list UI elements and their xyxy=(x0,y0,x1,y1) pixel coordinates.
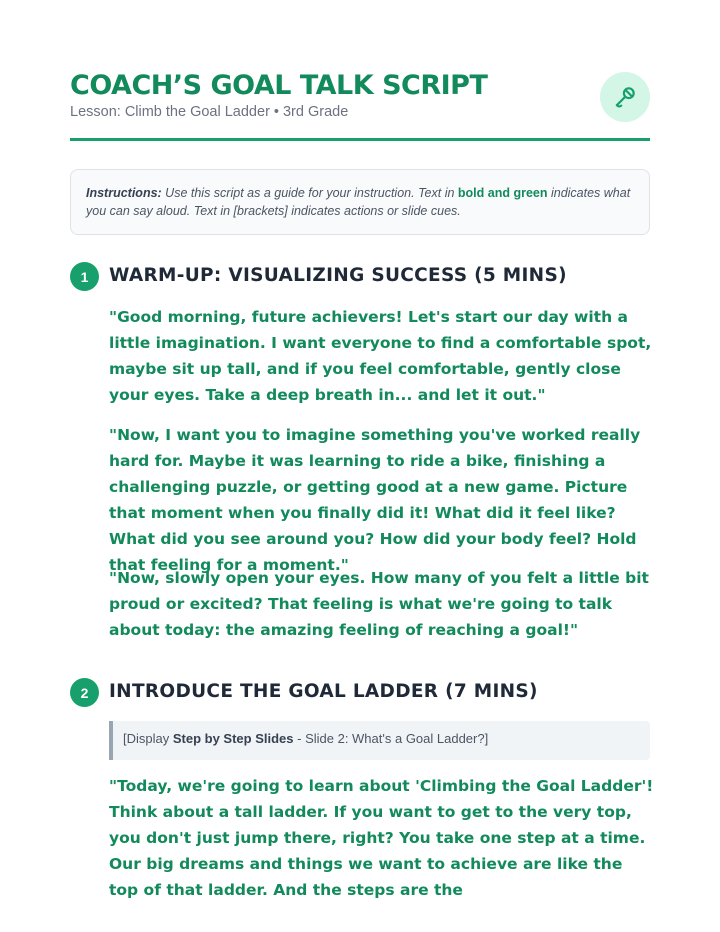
page-subtitle xyxy=(70,104,348,120)
page-header xyxy=(70,68,650,141)
slide-cue-deck-name: Step by Step Slides xyxy=(172,731,294,746)
section-1-number-badge: 1 xyxy=(70,262,99,291)
subtitle-separator: • xyxy=(273,104,279,120)
section-1-say-aloud-1: "Good morning, future achievers! Let's start our day with a little imagination. I want everyone to find a comfortable spot, maybe sit up tall, and if you feel comfortable, gently close your eyes. Take a deep breath in... and let it out." xyxy=(109,308,652,404)
instructions-box xyxy=(70,169,650,235)
instructions-text-part-2: indicates what you can say aloud. Text in [brackets] indicates actions or slide cues. xyxy=(86,186,631,218)
slide-cue-prefix: [Display xyxy=(123,731,173,746)
section-1-title: WARM-UP: VISUALIZING SUCCESS (5 MINS) xyxy=(109,265,567,286)
page-title: COACH’S GOAL TALK SCRIPT xyxy=(70,70,488,101)
section-1-say-aloud-2: "Now, I want you to imagine something you've worked really hard for. Maybe it was learning to ride a bike, finishing a challenging puzzle, or getting good at a new game. Picture that moment when you finally did it! What did it feel like? What did you see around you? How did your body feel? Hold that feeling for a moment." xyxy=(109,426,641,574)
slide-cue-suffix: - Slide 2: What's a Goal Ladder?] xyxy=(293,731,489,746)
instructions-green-example: bold and green xyxy=(457,186,548,200)
instructions-text-part-1: Use this script as a guide for your instruction. Text in xyxy=(161,186,458,200)
section-2-header xyxy=(70,678,650,708)
grade-level: 3rd Grade xyxy=(282,104,349,120)
slide-cue xyxy=(109,721,650,760)
section-1-header xyxy=(70,262,650,292)
section-2-title: INTRODUCE THE GOAL LADDER (7 MINS) xyxy=(109,681,538,702)
lesson-name: Lesson: Climb the Goal Ladder xyxy=(70,104,270,120)
section-1-say-aloud-3: "Now, slowly open your eyes. How many of you felt a little bit proud or excited? That feeling is what we're going to talk about today: the amazing feeling of reaching a goal!" xyxy=(109,569,649,639)
instructions-label: Instructions: xyxy=(86,186,162,200)
section-2-number-badge: 2 xyxy=(70,678,99,707)
microphone-icon xyxy=(600,72,650,122)
section-2-say-aloud-1: "Today, we're going to learn about 'Climbing the Goal Ladder'! Think about a tall ladder. If you want to get to the very top, you don't just jump there, right? You take one step at a time. Our big dreams and things we want to achieve are like the top of that ladder. And the steps are the xyxy=(109,777,654,899)
